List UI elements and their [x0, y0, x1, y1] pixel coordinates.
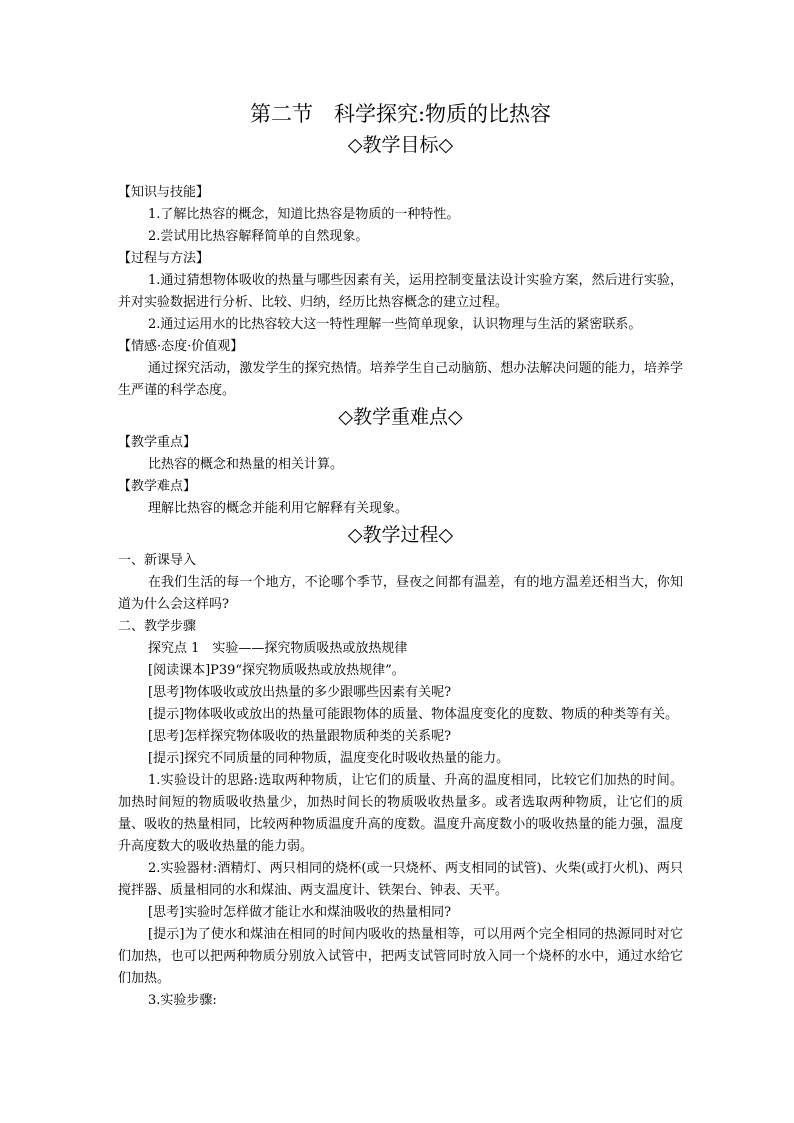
section-heading-objectives: ◇教学目标◇ — [347, 134, 454, 156]
paragraph-knowledge-2: 2.尝试用比热容解释简单的自然现象。 — [148, 229, 369, 244]
paragraph-think-2: [思考]怎样探究物体吸收的热量跟物质种类的关系呢? — [148, 729, 452, 744]
paragraph-process-1: 1.通过猜想物体吸收的热量与哪些因素有关，运用控制变量法设计实验方案，然后进行实验，并对实验数据进行分析、比较、归纳，经历比热容概念的建立过程。 — [118, 273, 683, 310]
paragraph-read: [阅读课本]P39“探究物质吸热或放热规律”。 — [148, 663, 405, 678]
paragraph-design: 1.实验设计的思路:选取两种物质，让它们的质量、升高的温度相同，比较它们加热的时间。加热时间短的物质吸收热量少，加热时间长的物质吸收热量多。或者选取两种物质，让它们的质量、吸收的热量相同，比较两种物质温度升高的度数。温度升高度数小的吸收热量的能力强，温度升高度数大的吸收热量的能力弱。 — [118, 773, 683, 854]
label-attitude: 【情感·态度·价值观】 — [118, 339, 244, 354]
section-heading-key: ◇教学重难点◇ — [338, 406, 463, 428]
paragraph-hint-2: [提示]探究不同质量的同种物质，温度变化时吸收热量的能力。 — [148, 751, 510, 766]
paragraph-point1: 探究点 1 实验——探究物质吸热或放热规律 — [148, 641, 408, 656]
label-part2: 二、教学步骤 — [118, 619, 197, 634]
paragraph-think-3: [思考]实验时怎样做才能让水和煤油吸收的热量相同? — [148, 905, 452, 920]
paragraph-intro: 在我们生活的每一个地方，不论哪个季节，昼夜之间都有温差，有的地方温差还相当大，你知道为什么会这样吗? — [118, 575, 683, 612]
label-difficulty: 【教学难点】 — [118, 479, 197, 494]
paragraph-steps: 3.实验步骤: — [148, 993, 217, 1008]
label-part1: 一、新课导入 — [118, 553, 197, 568]
paragraph-hint-3: [提示]为了使水和煤油在相同的时间内吸收的热量相等，可以用两个完全相同的热源同时对它们加热，也可以把两种物质分别放入试管中，把两支试管同时放入同一个烧杯的水中，通过水给它们加热。 — [118, 927, 683, 986]
label-knowledge: 【知识与技能】 — [118, 185, 210, 200]
paragraph-equipment: 2.实验器材:酒精灯、两只相同的烧杯(或一只烧杯、两支相同的试管)、火柴(或打火机)、两只搅拌器、质量相同的水和煤油、两支温度计、铁架台、钟表、天平。 — [118, 861, 683, 898]
label-process: 【过程与方法】 — [118, 251, 210, 266]
document-page — [118, 98, 683, 1012]
paragraph-difficulty: 理解比热容的概念并能利用它解释有关现象。 — [148, 501, 409, 516]
paragraph-attitude: 通过探究活动，激发学生的探究热情。培养学生自己动脑筋、想办法解决问题的能力，培养学生严谨的科学态度。 — [118, 361, 683, 398]
paragraph-hint-1: [提示]物体吸收或放出的热量可能跟物体的质量、物体温度变化的度数、物质的种类等有关。 — [148, 707, 679, 722]
paragraph-think-1: [思考]物体吸收或放出热量的多少跟哪些因素有关呢? — [148, 685, 452, 700]
label-focus: 【教学重点】 — [118, 435, 197, 450]
paragraph-knowledge-1: 1.了解比热容的概念，知道比热容是物质的一种特性。 — [148, 207, 460, 222]
document-title: 第二节 科学探究:物质的比热容 — [249, 102, 552, 126]
paragraph-focus: 比热容的概念和热量的相关计算。 — [148, 457, 344, 472]
section-heading-process: ◇教学过程◇ — [347, 524, 454, 546]
paragraph-process-2: 2.通过运用水的比热容较大这一特性理解一些简单现象，认识物理与生活的紧密联系。 — [148, 317, 642, 332]
